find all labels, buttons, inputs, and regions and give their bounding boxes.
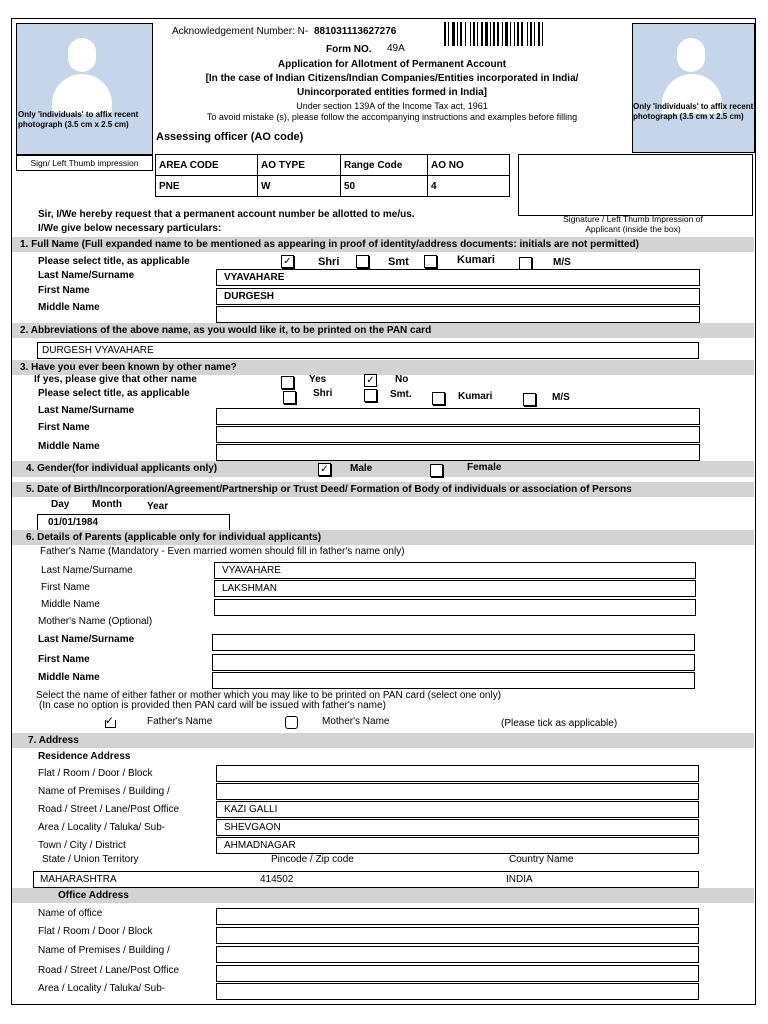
ms-label: M/S: [553, 257, 571, 268]
instruction-line: To avoid mistake (s), please follow the accompanying instructions and examples before filling: [206, 112, 578, 122]
res-area-label: Area / Locality / Taluka/ Sub-: [38, 822, 166, 833]
section-7-band: [12, 733, 754, 748]
barcode-bar: [444, 22, 446, 46]
mother-option-label: Mother's Name: [322, 716, 390, 727]
barcode-bar: [460, 22, 462, 46]
barcode-bar: [502, 22, 503, 46]
shri-checkbox[interactable]: ✓: [281, 255, 294, 268]
s3-last-label: Last Name/Surname: [38, 405, 135, 416]
barcode-bar: [517, 22, 519, 46]
res-road-field[interactable]: [216, 801, 699, 818]
res-premises-field[interactable]: [216, 783, 699, 800]
father-first-name-field[interactable]: [214, 580, 696, 597]
s1-last-name-field[interactable]: [216, 269, 700, 286]
form-no-label: Form NO.: [326, 44, 372, 55]
f-first-label: First Name: [41, 582, 90, 593]
father-name-option-checkbox[interactable]: ✓: [104, 715, 115, 727]
mother-name-option-radio[interactable]: [285, 716, 298, 729]
barcode-bar: [490, 22, 491, 46]
s1-first-label: First Name: [38, 285, 90, 296]
country-value: INDIA: [506, 874, 533, 885]
barcode-bar: [457, 22, 458, 46]
office-flat-label: Flat / Room / Door / Block: [38, 926, 153, 937]
ao-heading: Assessing officer (AO code): [156, 131, 304, 143]
s1-middle-name-field[interactable]: [216, 306, 700, 323]
title-line-1: Application for Allotment of Permanent Account: [277, 59, 507, 70]
s3-kumari-label: Kumari: [458, 391, 493, 402]
res-road-value: KAZI GALLI: [224, 804, 278, 815]
form-no: 49A: [387, 43, 405, 54]
female-checkbox[interactable]: [430, 464, 443, 477]
barcode-bar: [521, 22, 523, 46]
s3-ms-label: M/S: [552, 392, 570, 403]
barcode-bar: [452, 22, 455, 46]
range-code-value[interactable]: 50: [341, 176, 428, 197]
barcode-bar: [510, 22, 511, 46]
office-premises-field[interactable]: [216, 946, 699, 963]
mother-first-name-field[interactable]: [212, 654, 695, 671]
section-6-heading: 6. Details of Parents (applicable only for individual applicants): [26, 532, 322, 543]
father-option-box: [105, 720, 116, 728]
mother-last-name-field[interactable]: [212, 634, 695, 651]
other-name-no-checkbox[interactable]: ✓: [364, 374, 377, 387]
kumari-checkbox[interactable]: [424, 255, 437, 268]
s3-middle-label: Middle Name: [38, 441, 100, 452]
s3-kumari-checkbox[interactable]: [432, 392, 445, 405]
office-address-band: [12, 888, 754, 903]
section-2-heading: 2. Abbreviations of the above name, as you would like it, to be printed on the PAN card: [20, 325, 432, 336]
select-parent-line-1: Select the name of either father or mother which you may like to be printed on PAN card (select one only): [36, 690, 502, 701]
father-option-label: Father's Name: [147, 716, 213, 727]
ack-label: Acknowledgement Number: N-: [172, 26, 309, 37]
office-name-field[interactable]: [216, 908, 699, 925]
res-town-value: AHMADNAGAR: [224, 840, 296, 851]
dob-field[interactable]: [37, 514, 230, 531]
office-road-field[interactable]: [216, 965, 699, 982]
res-flat-label: Flat / Room / Door / Block: [38, 768, 153, 779]
state-label: State / Union Territory: [42, 854, 139, 865]
right-sign-label: Signature / Left Thumb Impression of Applicant (inside the box): [563, 214, 703, 234]
pan-card-name-value: DURGESH VYAVAHARE: [42, 345, 154, 356]
father-middle-name-field[interactable]: [214, 599, 696, 616]
s3-last-name-field[interactable]: [216, 408, 700, 425]
no-label: No: [395, 374, 409, 385]
barcode-bar: [477, 22, 478, 46]
s3-first-label: First Name: [38, 422, 90, 433]
left-sign-label: Sign/ Left Thumb impression: [30, 158, 139, 168]
title-line-2: [In the case of Indian Citizens/Indian Companies/Entities incorporated in India/: [205, 73, 579, 84]
dob-day-label: Day: [51, 499, 70, 510]
office-road-label: Road / Street / Lane/Post Office: [38, 965, 180, 976]
s1-middle-label: Middle Name: [38, 302, 100, 313]
photo-head-shape: [68, 38, 96, 72]
pan-card-name-field[interactable]: [37, 342, 699, 359]
office-address-label: Office Address: [58, 890, 129, 901]
s3-title-label: Please select title, as applicable: [38, 388, 190, 399]
res-area-value: SHEVGAON: [224, 822, 281, 833]
barcode-bar: [448, 22, 449, 46]
office-area-label: Area / Locality / Taluka/ Sub-: [38, 983, 166, 994]
barcode-bar: [473, 22, 475, 46]
ao-value-row: [156, 176, 510, 197]
state-value: MAHARASHTRA: [40, 874, 117, 885]
select-parent-line-2: (In case no option is provided then PAN card will be issued with father's name): [39, 700, 386, 711]
barcode-bar: [493, 22, 495, 46]
intro-line-1: Sir, I/We hereby request that a permanent account number be allotted to me/us.: [38, 209, 415, 220]
s3-if-yes-label: If yes, please give that other name: [34, 374, 197, 385]
left-photo-box: [16, 23, 153, 155]
m-middle-label: Middle Name: [38, 672, 100, 683]
section-4-band: [12, 461, 754, 477]
res-road-label: Road / Street / Lane/Post Office: [38, 804, 180, 815]
barcode-bar: [530, 22, 532, 46]
ao-no-value[interactable]: 4: [428, 176, 510, 197]
pincode-value: 414502: [260, 874, 294, 885]
section-7-heading: 7. Address: [28, 735, 79, 746]
ack-number: 881031113627276: [314, 26, 397, 37]
s1-last-name-value: VYAVAHARE: [224, 272, 285, 283]
section-5-band: [12, 482, 754, 497]
ao-header-cell: Range Code: [341, 155, 428, 176]
ao-header-row: [156, 155, 510, 176]
male-checkbox[interactable]: ✓: [318, 463, 331, 476]
barcode-bar: [470, 22, 471, 46]
male-label: Male: [350, 463, 373, 474]
right-photo-box: [632, 23, 755, 153]
ao-header-cell: AO TYPE: [258, 155, 341, 176]
residence-label: Residence Address: [38, 751, 131, 762]
barcode-bar: [465, 22, 466, 46]
kumari-label: Kumari: [457, 254, 495, 266]
m-last-label: Last Name/Surname: [38, 634, 135, 645]
father-first-name-value: LAKSHMAN: [222, 583, 278, 594]
intro-line-2: I/We give below necessary particulars:: [38, 223, 222, 234]
section-1-heading: 1. Full Name (Full expanded name to be mentioned as appearing in proof of identity/address documents: initials are not permitted): [20, 239, 639, 250]
country-label: Country Name: [509, 854, 574, 865]
mother-middle-name-field[interactable]: [212, 672, 695, 689]
s1-first-name-value: DURGESH: [224, 291, 275, 302]
state-pincode-country-field[interactable]: [33, 871, 699, 888]
father-last-name-field[interactable]: [214, 562, 696, 579]
section-1-band: [12, 237, 754, 252]
s3-ms-checkbox[interactable]: [523, 393, 536, 406]
office-premises-label: Name of Premises / Building /: [38, 945, 170, 956]
section-3-heading: 3. Have you ever been known by other name?: [20, 362, 237, 373]
s3-shri-label: Shri: [313, 388, 333, 399]
mother-name-label: Mother's Name (Optional): [38, 616, 153, 627]
m-first-label: First Name: [38, 654, 90, 665]
barcode: [444, 22, 616, 46]
dob-year-label: Year: [147, 501, 169, 512]
res-flat-field[interactable]: [216, 765, 699, 782]
ao-code-table: [155, 154, 510, 197]
tick-note: (Please tick as applicable): [501, 718, 618, 729]
shri-label: Shri: [318, 256, 340, 268]
ao-type-value[interactable]: W: [258, 176, 341, 197]
s1-first-name-field[interactable]: [216, 288, 700, 305]
father-name-label: Father's Name (Mandatory - Even married women should fill in father's name only): [40, 546, 405, 557]
section-2-band: [12, 323, 754, 338]
f-middle-label: Middle Name: [41, 599, 100, 610]
photo-head-shape: [677, 38, 705, 72]
f-last-label: Last Name/Surname: [41, 565, 133, 576]
office-name-label: Name of office: [38, 908, 103, 919]
barcode-bar: [481, 22, 483, 46]
barcode-bar: [485, 22, 488, 46]
s3-smt-checkbox[interactable]: [364, 389, 377, 402]
barcode-bar: [505, 22, 508, 46]
female-label: Female: [467, 462, 502, 473]
barcode-bar: [497, 22, 499, 46]
section-6-band: [12, 530, 754, 545]
s3-middle-name-field[interactable]: [216, 444, 700, 461]
dob-month-label: Month: [92, 499, 122, 510]
pincode-label: Pincode / Zip code: [271, 854, 354, 865]
smt-label: Smt: [388, 256, 409, 268]
photo-body-shape: [52, 74, 112, 114]
barcode-bar: [527, 22, 528, 46]
barcode-bar: [534, 22, 535, 46]
photo-caption: Only 'individuals' to affix recent photograph (3.5 cm x 2.5 cm): [18, 110, 139, 129]
s3-first-name-field[interactable]: [216, 426, 700, 443]
res-town-field[interactable]: [216, 837, 699, 854]
title-line-3: Unincorporated entities formed in India]: [296, 87, 487, 98]
s3-smt-label: Smt.: [390, 389, 412, 400]
res-town-label: Town / City / District: [38, 840, 126, 851]
ao-header-cell: AO NO: [428, 155, 510, 176]
dob-value: 01/01/1984: [48, 517, 99, 528]
res-area-field[interactable]: [216, 819, 699, 836]
barcode-bar: [542, 22, 543, 46]
signature-box[interactable]: [518, 154, 753, 216]
s1-title-label: Please select title, as applicable: [38, 256, 190, 267]
office-flat-field[interactable]: [216, 927, 699, 944]
s3-shri-checkbox[interactable]: [283, 391, 296, 404]
section-line: Under section 139A of the Income Tax act, 1961: [296, 101, 488, 111]
res-premises-label: Name of Premises / Building /: [38, 786, 170, 797]
barcode-bar: [514, 22, 515, 46]
section-3-band: [12, 360, 754, 375]
office-area-field[interactable]: [216, 983, 699, 1000]
area-code-value[interactable]: PNE: [156, 176, 258, 197]
other-name-yes-checkbox[interactable]: [281, 376, 294, 389]
section-4-heading: 4. Gender(for individual applicants only): [26, 463, 218, 474]
smt-checkbox[interactable]: [356, 255, 369, 268]
ao-header-cell: AREA CODE: [156, 155, 258, 176]
father-last-name-value: VYAVAHARE: [222, 565, 281, 576]
yes-label: Yes: [309, 374, 327, 385]
section-5-heading: 5. Date of Birth/Incorporation/Agreement/Partnership or Trust Deed/ Formation of Body of individuals or association of Persons: [26, 484, 632, 495]
s1-last-label: Last Name/Surname: [38, 270, 135, 281]
photo-caption: Only 'individuals' to affix recent photograph (3.5 cm x 2.5 cm): [633, 102, 754, 121]
barcode-bar: [538, 22, 540, 46]
